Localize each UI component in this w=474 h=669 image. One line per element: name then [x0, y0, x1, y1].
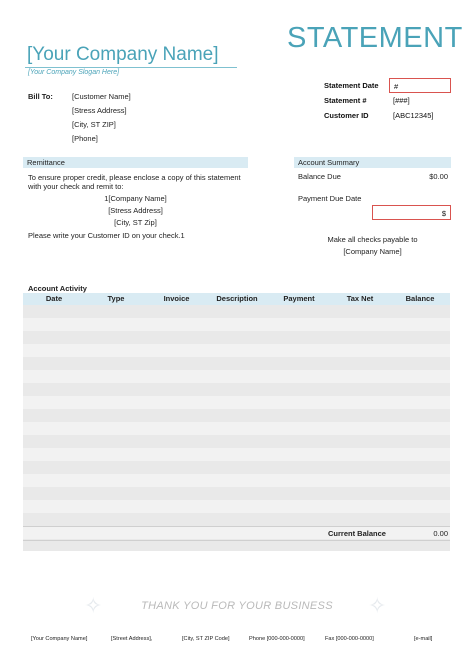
table-row[interactable] [23, 370, 450, 383]
footer-city: [City, ST ZIP Code] [182, 636, 230, 642]
payment-due-date-label: Payment Due Date [298, 194, 362, 203]
table-row[interactable] [23, 500, 450, 513]
customer-phone: [Phone] [72, 134, 98, 143]
statement-date-field[interactable] [389, 78, 451, 93]
activity-table-header [23, 293, 450, 305]
table-row[interactable] [23, 396, 450, 409]
column-payment: Payment [283, 294, 315, 303]
table-row[interactable] [23, 305, 450, 318]
account-activity-heading: Account Activity [28, 284, 87, 293]
company-slogan: [Your Company Slogan Here] [28, 69, 120, 76]
current-balance-rule [23, 540, 450, 541]
footer-fax: Fax [000-000-0000] [325, 636, 374, 642]
balance-due-value: $0.00 [429, 172, 448, 181]
table-row[interactable] [23, 331, 450, 344]
statement-number-label: Statement # [324, 96, 367, 105]
table-row[interactable] [23, 383, 450, 396]
footer-phone: Phone [000-000-0000] [249, 636, 305, 642]
column-tax-net: Tax Net [346, 294, 374, 303]
column-invoice: Invoice [163, 294, 190, 303]
table-row[interactable] [23, 448, 450, 461]
remit-company-name: 1[Company Name] [104, 194, 167, 203]
table-bottom-rule [23, 526, 450, 527]
column-type: Type [107, 294, 125, 303]
bill-to-label: Bill To: [28, 92, 53, 101]
remittance-text-line2: with your check and remit to: [28, 182, 124, 191]
column-description: Description [216, 294, 258, 303]
column-balance: Balance [405, 294, 435, 303]
payment-due-field[interactable] [372, 205, 451, 220]
statement-title: STATEMENT [287, 22, 463, 54]
table-row[interactable] [23, 318, 450, 331]
customer-city: [City, ST ZIP] [72, 120, 116, 129]
remittance-heading: Remittance [23, 157, 248, 168]
table-row[interactable] [23, 487, 450, 500]
table-row[interactable] [23, 526, 450, 539]
statement-date-label: Statement Date [324, 81, 379, 90]
activity-table-body [23, 305, 450, 551]
customer-id-label: Customer ID [324, 111, 369, 120]
footer-email: [e-mail] [414, 636, 433, 642]
slogan-divider [25, 67, 237, 68]
customer-id-value: [ABC12345] [393, 111, 434, 120]
balance-due-label: Balance Due [298, 172, 341, 181]
table-row[interactable] [23, 422, 450, 435]
thank-you-message: THANK YOU FOR YOUR BUSINESS [141, 600, 333, 612]
table-row[interactable] [23, 435, 450, 448]
table-row[interactable] [23, 513, 450, 526]
customer-name: [Customer Name] [72, 92, 131, 101]
statement-date-value: # [394, 82, 399, 91]
customer-id-note: Please write your Customer ID on your check.1 [28, 231, 185, 240]
customer-street: [Stress Address] [72, 106, 127, 115]
remit-city: [City, ST Zip] [114, 218, 157, 227]
company-name: [Your Company Name] [27, 44, 219, 65]
sparkle-icon: ✧ [368, 593, 387, 618]
table-row[interactable] [23, 409, 450, 422]
current-balance-label: Current Balance [328, 529, 386, 538]
table-row[interactable] [23, 357, 450, 370]
current-balance-value: 0.00 [433, 529, 448, 538]
footer-street: [Street Address], [111, 636, 153, 642]
payable-to-line: Make all checks payable to [327, 235, 418, 244]
remittance-text-line1: To ensure proper credit, please enclose a copy of this statement [28, 173, 241, 182]
sparkle-icon: ✧ [84, 593, 103, 618]
payment-due-value: $ [441, 209, 446, 218]
column-date: Date [45, 294, 63, 303]
statement-number-value: [###] [393, 96, 410, 105]
remit-street: [Stress Address] [108, 206, 163, 215]
table-row[interactable] [23, 344, 450, 357]
account-summary-heading: Account Summary [294, 157, 451, 168]
footer-company: [Your Company Name] [31, 636, 88, 642]
table-row[interactable] [23, 474, 450, 487]
payable-company-name: [Company Name] [343, 247, 402, 256]
table-row[interactable] [23, 461, 450, 474]
